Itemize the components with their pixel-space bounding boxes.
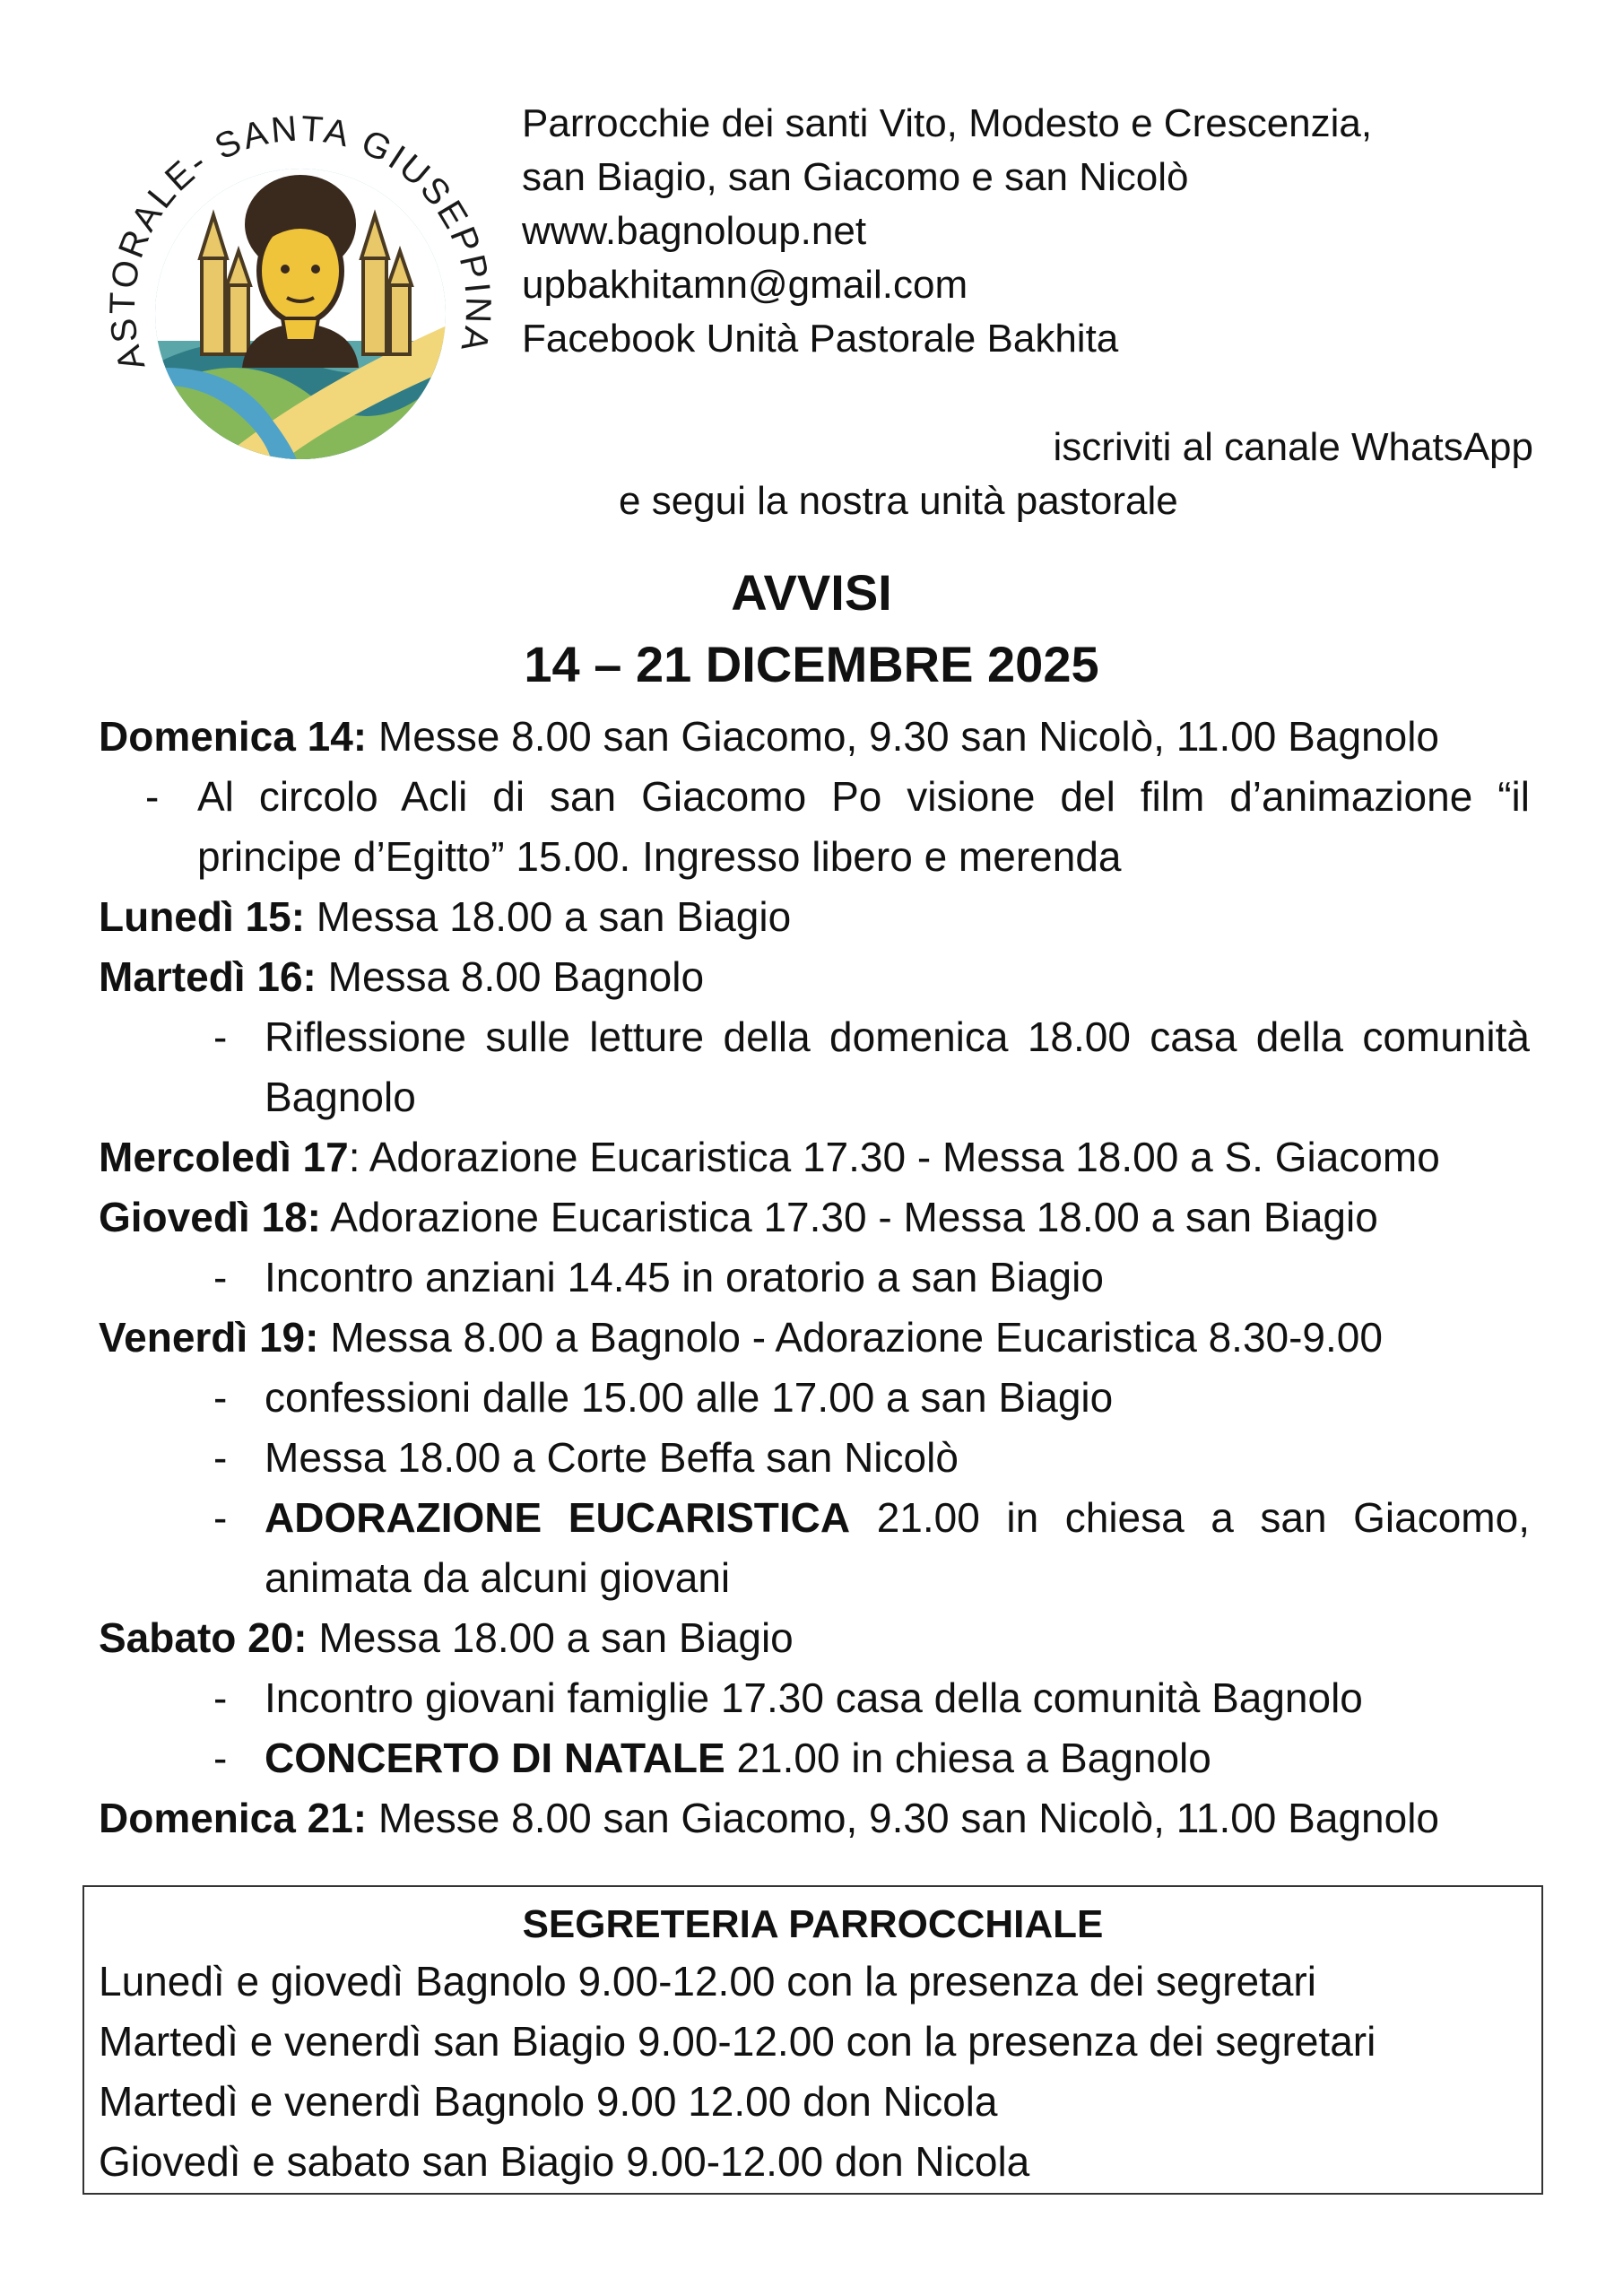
day-label: Giovedì 18: — [99, 1194, 321, 1240]
bullet-dash: - — [213, 1735, 228, 1781]
bullet-dash: - — [213, 1374, 228, 1421]
bullet-dash: - — [213, 1434, 228, 1481]
parishes-line-2: san Biagio, san Giacomo e san Nicolò — [522, 155, 1189, 199]
day-label: Martedì 16: — [99, 953, 317, 1000]
schedule-subitem — [99, 1728, 1530, 1788]
office-line: Martedì e venerdì san Biagio 9.00-12.00 con la presenza dei segretari — [99, 2018, 1376, 2065]
subitem-text: confessioni dalle 15.00 alle 17.00 a san Biagio — [265, 1374, 1114, 1421]
schedule-subitem — [99, 1007, 1530, 1127]
page-title: AVVISI — [731, 564, 892, 621]
schedule-subitem — [99, 1428, 1530, 1488]
schedule-subitem — [99, 1368, 1530, 1428]
office-line: Giovedì e sabato san Biagio 9.00-12.00 don Nicola — [99, 2138, 1030, 2185]
logo-graphic — [94, 99, 507, 511]
bullet-dash: - — [213, 1254, 228, 1300]
bullet-dash: - — [213, 1674, 228, 1721]
bullet-dash: - — [213, 1494, 228, 1541]
schedule-entry — [99, 887, 1530, 947]
day-label: Lunedì 15: — [99, 893, 306, 940]
schedule-subitem — [99, 1668, 1530, 1728]
date-range: 14 – 21 DICEMBRE 2025 — [524, 636, 1099, 692]
subitem-text: Al circolo Acli di san Giacomo Po visione del film d’animazione “il principe d’Egitto” 15.00. Ingresso libero e merenda — [197, 773, 1530, 880]
email-link[interactable]: upbakhitamn@gmail.com — [522, 263, 968, 307]
schedule-entry — [99, 1308, 1530, 1368]
entry-text: : Adorazione Eucaristica 17.30 - Messa 18.00 a S. Giacomo — [348, 1134, 1440, 1180]
schedule-entry — [99, 1187, 1530, 1248]
entry-text: Adorazione Eucaristica 17.30 - Messa 18.00 a san Biagio — [320, 1194, 1378, 1240]
schedule — [99, 707, 1530, 1848]
day-label: Domenica 21: — [99, 1795, 368, 1841]
logo-text: ASTORALE- SANTA GIUSEPPINA — [102, 109, 499, 376]
office-line: Martedì e venerdì Bagnolo 9.00 12.00 don Nicola — [99, 2078, 998, 2125]
entry-text: Messa 8.00 a Bagnolo - Adorazione Eucaristica 8.30-9.00 — [318, 1314, 1383, 1361]
subitem-bold: ADORAZIONE EUCARISTICA — [265, 1494, 851, 1541]
subitem-text: Incontro anziani 14.45 in oratorio a san Biagio — [265, 1254, 1104, 1300]
day-label: Sabato 20: — [99, 1614, 308, 1661]
subitem-bold: CONCERTO DI NATALE — [265, 1735, 725, 1781]
schedule-subitem — [99, 767, 1530, 887]
entry-text: Messa 18.00 a san Biagio — [305, 893, 792, 940]
facebook-link[interactable]: Facebook Unità Pastorale Bakhita — [522, 317, 1119, 361]
subitem-text: Incontro giovani famiglie 17.30 casa della comunità Bagnolo — [265, 1674, 1363, 1721]
schedule-entry — [99, 707, 1530, 767]
schedule-subitem — [99, 1488, 1530, 1608]
entry-text: Messe 8.00 san Giacomo, 9.30 san Nicolò, 11.00 Bagnolo — [367, 713, 1439, 760]
day-label: Venerdì 19: — [99, 1314, 319, 1361]
schedule-entry — [99, 1608, 1530, 1668]
schedule-entry — [99, 1788, 1530, 1848]
whatsapp-line-1: iscriviti al canale WhatsApp — [1053, 425, 1533, 469]
day-label: Mercoledì 17 — [99, 1134, 349, 1180]
subitem-text: 21.00 in chiesa a san Giacomo, animata da alcuni giovani — [265, 1494, 1530, 1601]
office-line: Lunedì e giovedì Bagnolo 9.00-12.00 con la presenza dei segretari — [99, 1958, 1316, 2005]
parishes-line-1: Parrocchie dei santi Vito, Modesto e Crescenzia, — [522, 101, 1373, 145]
entry-text: Messa 18.00 a san Biagio — [307, 1614, 794, 1661]
subitem-text: Messa 18.00 a Corte Beffa san Nicolò — [265, 1434, 959, 1481]
entry-text: Messa 8.00 Bagnolo — [316, 953, 705, 1000]
schedule-entry — [99, 947, 1530, 1007]
website-link[interactable]: www.bagnoloup.net — [522, 209, 867, 253]
office-title: SEGRETERIA PARROCCHIALE — [522, 1902, 1104, 1946]
office-hours-box — [82, 1885, 1543, 2195]
subitem-text: 21.00 in chiesa a Bagnolo — [725, 1735, 1211, 1781]
entry-text: Messe 8.00 san Giacomo, 9.30 san Nicolò, 11.00 Bagnolo — [367, 1795, 1439, 1841]
day-label: Domenica 14: — [99, 713, 368, 760]
schedule-entry — [99, 1127, 1530, 1187]
contact-block — [522, 97, 1372, 366]
bullet-dash: - — [145, 773, 160, 820]
bullet-dash: - — [213, 1013, 228, 1060]
saint-portrait-icon — [242, 175, 359, 368]
parish-logo — [94, 99, 507, 511]
schedule-subitem — [99, 1248, 1530, 1308]
subitem-text: Riflessione sulle letture della domenica 18.00 casa della comunità Bagnolo — [265, 1013, 1530, 1120]
whatsapp-line-2: e segui la nostra unità pastorale — [619, 479, 1178, 523]
